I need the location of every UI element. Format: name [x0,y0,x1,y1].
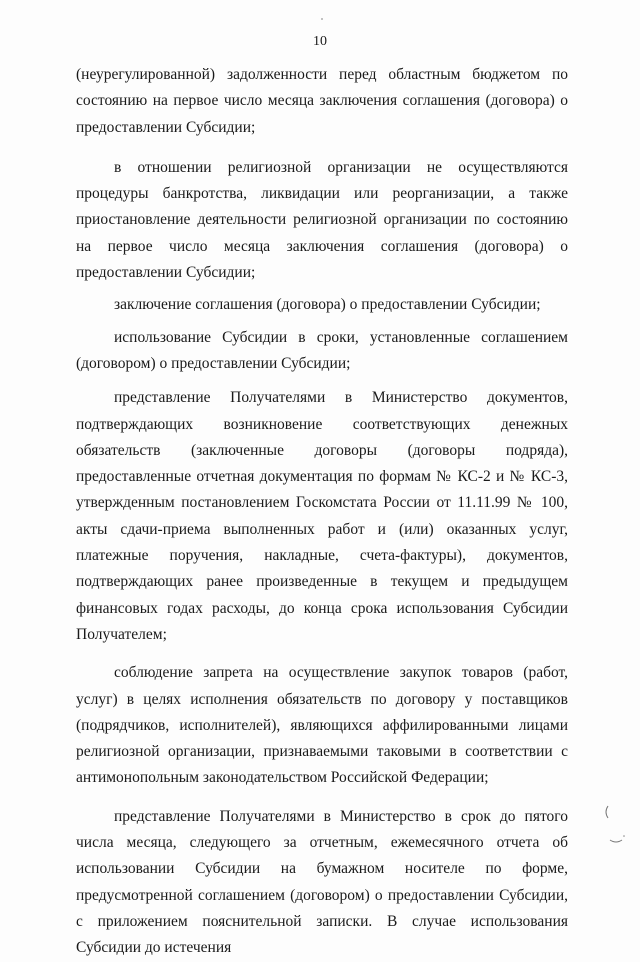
document-body [76,62,568,962]
paragraph-6: соблюдение запрета на осуществление закупок товаров (работ, услуг) в целях исполнения обязательств по договору у поставщиков (подрядчиков, исполнителей), являющихся аффилированными лицами религиозной организации, признаваемыми таковыми в соответствии с антимонопольным законодательством Российской Федерации; [76,664,568,787]
paragraph-1: (неурегулированной) задолженности перед областным бюджетом по состоянию на первое число месяца заключения соглашения (договора) о предоставлении Субсидии; [76,66,568,136]
paragraph-3: заключение соглашения (договора) о предоставлении Субсидии; [114,296,541,314]
paragraph-gap [76,648,568,660]
paragraph-4: использование Субсидии в сроки, установленные соглашением (договором) о предоставлении Субсидии; [76,328,568,372]
scan-speck [318,14,328,24]
paragraph-gap [76,377,568,385]
scan-artifact-marks [600,800,630,860]
paragraph-gap [76,141,568,155]
paragraph-7: представление Получателями в Министерство в срок до пятого числа месяца, следующего за отчетным, ежемесячного отчета об использовании Субсидии на бумажном носителе по форме, предусмотренной соглашением (договором) о предоставлении Субсидии, с приложением пояснительной записки. В случае использования Субсидии до истечения [76,807,568,957]
page-number: 10 [313,34,327,49]
paragraph-2: в отношении религиозной организации не осуществляются процедуры банкротства, ликвидации или реорганизации, а также приостановление деятельности религиозной организации по состоянию на первое число месяца заключения соглашения (договора) о предоставлении Субсидии; [76,158,568,282]
paragraph-gap [76,792,568,804]
paragraph-5: представление Получателями в Министерство документов, подтверждающих возникновение соответствующих денежных обязательств (заключенные договоры (договоры подряда), предоставленные отчетная документация по формам № КС-2 и № КС-3, утвержденным постановлением Госкомстата России от 11.11.99 № 100, акты сдачи-приема выполненных работ и (или) оказанных услуг, платежные поручения, накладные, счета-фактуры), документов, подтверждающих ранее произведенные в текущем и предыдущем финансовых годах расходы, до конца срока использования Субсидии Получателем; [76,389,568,643]
